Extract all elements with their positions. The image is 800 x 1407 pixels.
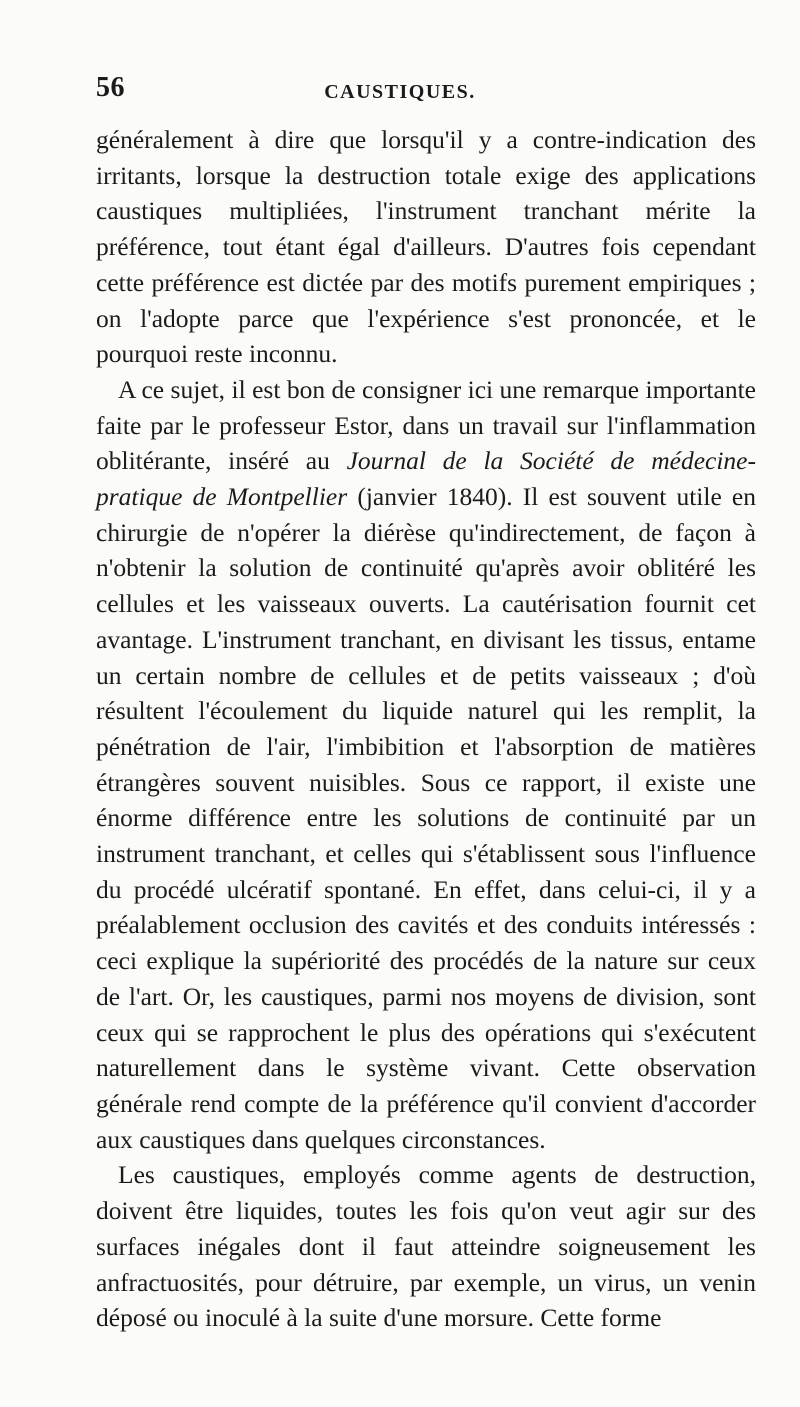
running-head: CAUSTIQUES. [324, 81, 476, 103]
journal-title: Journal de la Société de médecine-pratique de Montpellier [96, 446, 756, 512]
paragraph-3-text: Les caustiques, employés comme agents de destruction, doivent être liquides, toutes les fois qu'on veut agir sur des surfaces inégales dont il faut atteindre soigneusement les anfractuosités, pour détruire, par exemple, un virus, un venin déposé ou inoculé à la suite d'une morsure. Cette forme [96, 1160, 756, 1333]
paragraph-2 [96, 372, 756, 1157]
paragraph-1 [96, 122, 756, 372]
paragraph-2-text-a: A ce sujet, il est bon de consigner ici une remarque importante faite par le professeur Estor, dans un travail sur l'inflammation oblitérante, inséré au [96, 374, 756, 476]
body-text [96, 122, 756, 1336]
page-number: 56 [96, 72, 125, 103]
paragraph-3 [96, 1157, 756, 1336]
paragraph-2-text-b: (janvier 1840). Il est souvent utile en chirurgie de n'opérer la diérèse qu'indirectement, de façon à n'obtenir la solution de continuité qu'après avoir oblitéré les cellules et les vaisseaux ouverts. La cautérisation fournit cet avantage. L'instrument tranchant, en divisant les tissus, entame un certain nombre de cellules et de petits vaisseaux ; d'où résultent l'écoulement du liquide naturel qui les remplit, la pénétration de l'air, l'imbibition et l'absorption de matières étrangères souvent nuisibles. Sous ce rapport, il existe une énorme différence entre les solutions de continuité par un instrument tranchant, et celles qui s'établissent sous l'influence du procédé ulcératif spontané. En effet, dans celui-ci, il y a préalablement occlusion des cavités et des conduits intéressés : ceci explique la supériorité des procédés de la nature sur ceux de l'art. Or, les caustiques, parmi nos moyens de division, sont ceux qui se rapprochent le plus des opérations qui s'exécutent naturellement dans le système vivant. Cette observation générale rend compte de la préférence qu'il convient d'accorder aux caustiques dans quelques circonstances. [96, 482, 756, 1154]
paragraph-1-text: généralement à dire que lorsqu'il y a contre-indication des irritants, lorsque la destruction totale exige des applications caustiques multipliées, l'instrument tranchant mérite la préférence, tout étant égal d'ailleurs. D'autres fois cependant cette préférence est dictée par des motifs purement empiriques ; on l'adopte parce que l'expérience s'est prononcée, et le pourquoi reste inconnu. [96, 125, 756, 369]
